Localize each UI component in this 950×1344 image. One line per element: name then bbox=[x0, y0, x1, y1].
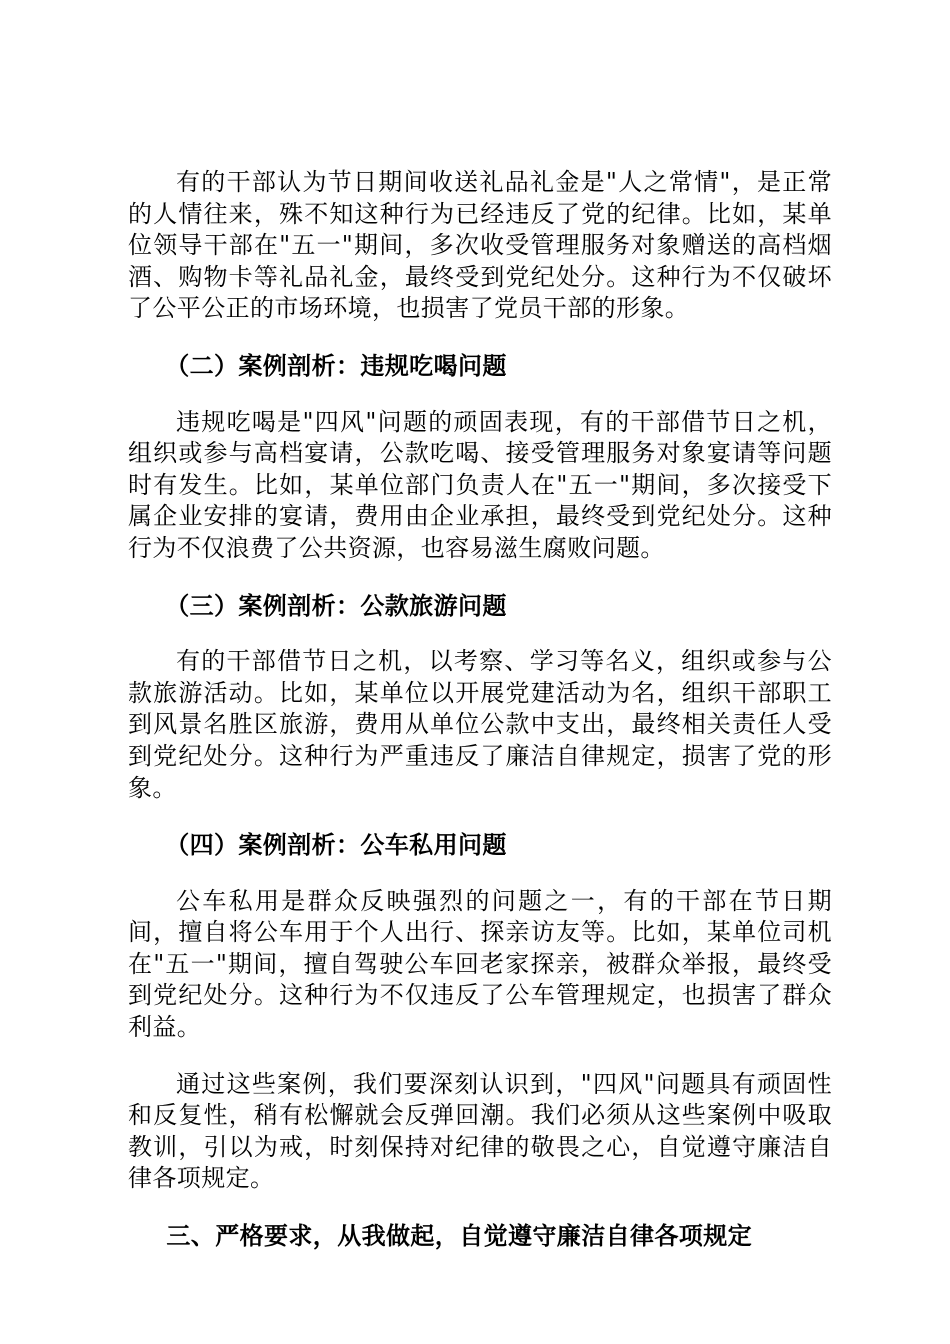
document-page bbox=[128, 167, 832, 1277]
heading-section-three: 三、严格要求，从我做起，自觉遵守廉洁自律各项规定 bbox=[166, 1221, 752, 1251]
paragraph-dining-case: 违规吃喝是"四风"问题的顽固表现，有的干部借节日之机，组织或参与高档宴请，公款吃喝、接受管理服务对象宴请等问题时有发生。比如，某单位部门负责人在"五一"期间，多次接受下属企业安排的宴请，费用由企业承担，最终受到党纪处分。这种行为不仅浪费了公共资源，也容易滋生腐败问题。 bbox=[128, 407, 832, 562]
paragraph-car-case: 公车私用是群众反映强烈的问题之一，有的干部在节日期间，擅自将公车用于个人出行、探亲访友等。比如，某单位司机在"五一"期间，擅自驾驶公车回老家探亲，被群众举报，最终受到党纪处分。这种行为不仅违反了公车管理规定，也损害了群众利益。 bbox=[128, 886, 832, 1042]
heading-case-car: （四）案例剖析：公车私用问题 bbox=[165, 830, 507, 860]
paragraph-travel-case: 有的干部借节日之机，以考察、学习等名义，组织或参与公款旅游活动。比如，某单位以开展党建活动为名，组织干部职工到风景名胜区旅游，费用从单位公款中支出，最终相关责任人受到党纪处分。这种行为严重违反了廉洁自律规定，损害了党的形象。 bbox=[128, 647, 832, 802]
paragraph-gifts-case: 有的干部认为节日期间收送礼品礼金是"人之常情"，是正常的人情往来，殊不知这种行为已经违反了党的纪律。比如，某单位领导干部在"五一"期间，多次收受管理服务对象赠送的高档烟酒、购物卡等礼品礼金，最终受到党纪处分。这种行为不仅破坏了公平公正的市场环境，也损害了党员干部的形象。 bbox=[128, 168, 832, 323]
heading-case-dining: （二）案例剖析：违规吃喝问题 bbox=[165, 350, 507, 380]
heading-case-travel: （三）案例剖析：公款旅游问题 bbox=[165, 590, 507, 620]
paragraph-summary: 通过这些案例，我们要深刻认识到，"四风"问题具有顽固性和反复性，稍有松懈就会反弹回潮。我们必须从这些案例中吸取教训，引以为戒，时刻保持对纪律的敬畏之心，自觉遵守廉洁自律各项规定。 bbox=[128, 1069, 832, 1193]
